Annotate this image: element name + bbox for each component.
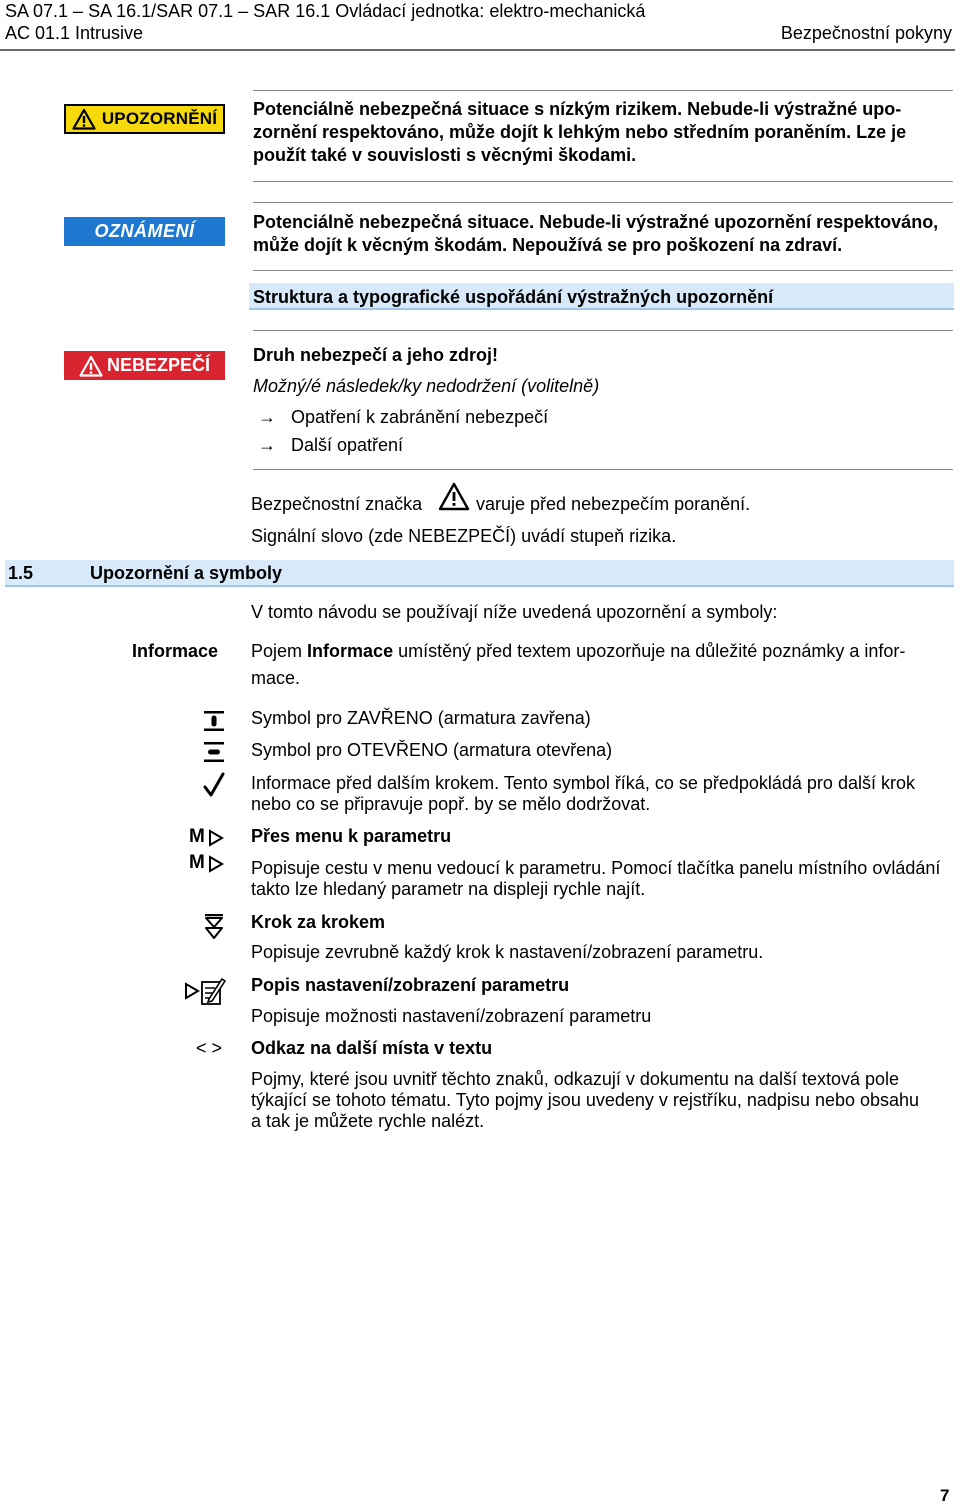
step-by-step-icon	[203, 913, 225, 941]
parameter-edit-icon	[184, 976, 226, 1008]
symbol-open-text: Symbol pro OTEVŘENO (armatura otevřena)	[251, 740, 613, 760]
arrow-icon: →	[258, 435, 276, 455]
menu-icon-letter: M	[189, 852, 205, 873]
notice-label	[64, 217, 225, 246]
menu-icon-letter: M	[189, 826, 205, 847]
divider	[253, 181, 953, 182]
danger-measure-2: Další opatření	[291, 435, 404, 455]
open-valve-icon	[203, 741, 225, 763]
danger-hazard: Druh nebezpečí a jeho zdroj!	[253, 345, 499, 365]
divider	[253, 469, 953, 470]
symbol-closed-text: Symbol pro ZAVŘENO (armatura zavřena)	[251, 708, 591, 728]
menu-text-line1: Popisuje cestu v menu vedoucí k parametru. Pomocí tlačítka panelu místního ovládání	[251, 858, 941, 878]
safety-sign-after: varuje před nebezpečím poranění.	[476, 494, 751, 514]
notice-text-line2: může dojít k věcným škodám. Nepoužívá se pro poškození na zdraví.	[253, 235, 843, 255]
danger-measure-1: Opatření k zabránění nebezpečí	[291, 407, 549, 427]
danger-label	[64, 351, 225, 380]
warning-text-line3: použít také v souvislosti s věcnými škodami.	[253, 145, 637, 165]
ref-text-line3: a tak je můžete rychle nalézt.	[251, 1111, 485, 1131]
step-text: Popisuje zevrubně každý krok k nastavení/zobrazení parametru.	[251, 942, 764, 962]
closed-valve-icon	[203, 710, 225, 732]
warning-text-line2: zornění respektováno, může dojít k lehkým nebo středním poraněním. Lze je	[253, 122, 907, 142]
header-subtitle: AC 01.1 Intrusive	[5, 23, 144, 43]
notice-text-line1: Potenciálně nebezpečná situace. Nebude-li výstražné upozornění respektováno,	[253, 212, 939, 232]
arrow-icon: →	[258, 407, 276, 427]
ref-heading: Odkaz na další místa v textu	[251, 1038, 493, 1058]
ref-text-line2: týkající se tohoto tématu. Tyto pojmy jsou uvedeny v rejstříku, nadpisu nebo obsahu	[251, 1090, 920, 1110]
info-text-bold: Informace	[307, 641, 394, 661]
section-title: Upozornění a symboly	[90, 563, 283, 583]
info-text-line1	[251, 641, 905, 662]
danger-consequence: Možný/é následek/ky nedodržení (volitelně)	[253, 376, 600, 396]
signal-word-text: Signální slovo (zde NEBEZPEČÍ) uvádí stupeň rizika.	[251, 526, 677, 546]
warning-triangle-icon	[72, 108, 96, 130]
play-arrow-icon	[208, 829, 224, 847]
play-arrow-icon	[208, 855, 224, 873]
symbol-check-line2: nebo co se připravuje popř. by se mělo dodržovat.	[251, 794, 651, 814]
check-icon	[203, 772, 225, 798]
info-label: Informace	[132, 641, 219, 661]
menu-heading: Přes menu k parametru	[251, 826, 452, 846]
warning-triangle-icon	[79, 355, 103, 377]
structure-heading: Struktura a typografické uspořádání výstražných upozornění	[253, 287, 774, 307]
menu-text-line2: takto lze hledaný parametr na displeji rychle najít.	[251, 879, 646, 899]
step-heading: Krok za krokem	[251, 912, 386, 932]
divider	[253, 330, 953, 331]
param-heading: Popis nastavení/zobrazení parametru	[251, 975, 570, 995]
ref-text-line1: Pojmy, které jsou uvnitř těchto znaků, odkazují v dokumentu na další textová pole	[251, 1069, 900, 1089]
reference-symbol: < >	[196, 1038, 223, 1058]
notice-label-text: OZNÁMENÍ	[94, 221, 195, 241]
section-number: 1.5	[8, 563, 34, 583]
header-title: SA 07.1 – SA 16.1/SAR 07.1 – SAR 16.1 Ovládací jednotka: elektro-mechanická	[5, 1, 646, 21]
divider	[253, 202, 953, 203]
divider	[253, 270, 953, 271]
safety-sign-before: Bezpečnostní značka	[251, 494, 423, 514]
warning-triangle-icon	[438, 482, 470, 512]
danger-label-text: NEBEZPEČÍ	[106, 355, 211, 375]
info-text-suffix: umístěný před textem upozorňuje na důležité poznámky a infor-	[398, 641, 906, 661]
info-text-prefix: Pojem	[251, 641, 303, 661]
warning-label-text: UPOZORNĚNÍ	[101, 109, 218, 128]
param-text: Popisuje možnosti nastavení/zobrazení parametru	[251, 1006, 652, 1026]
header-chapter: Bezpečnostní pokyny	[780, 23, 952, 43]
symbol-check-line1: Informace před dalším krokem. Tento symbol říká, co se předpokládá pro další krok	[251, 773, 915, 793]
warning-label	[64, 104, 225, 134]
page-number: 7	[940, 1486, 950, 1505]
info-text-line2: mace.	[251, 668, 301, 688]
section-intro: V tomto návodu se používají níže uvedená upozornění a symboly:	[251, 602, 778, 622]
header-rule	[0, 49, 955, 51]
warning-text-line1: Potenciálně nebezpečná situace s nízkým rizikem. Nebude-li výstražné upo-	[253, 99, 902, 119]
divider	[253, 90, 953, 91]
